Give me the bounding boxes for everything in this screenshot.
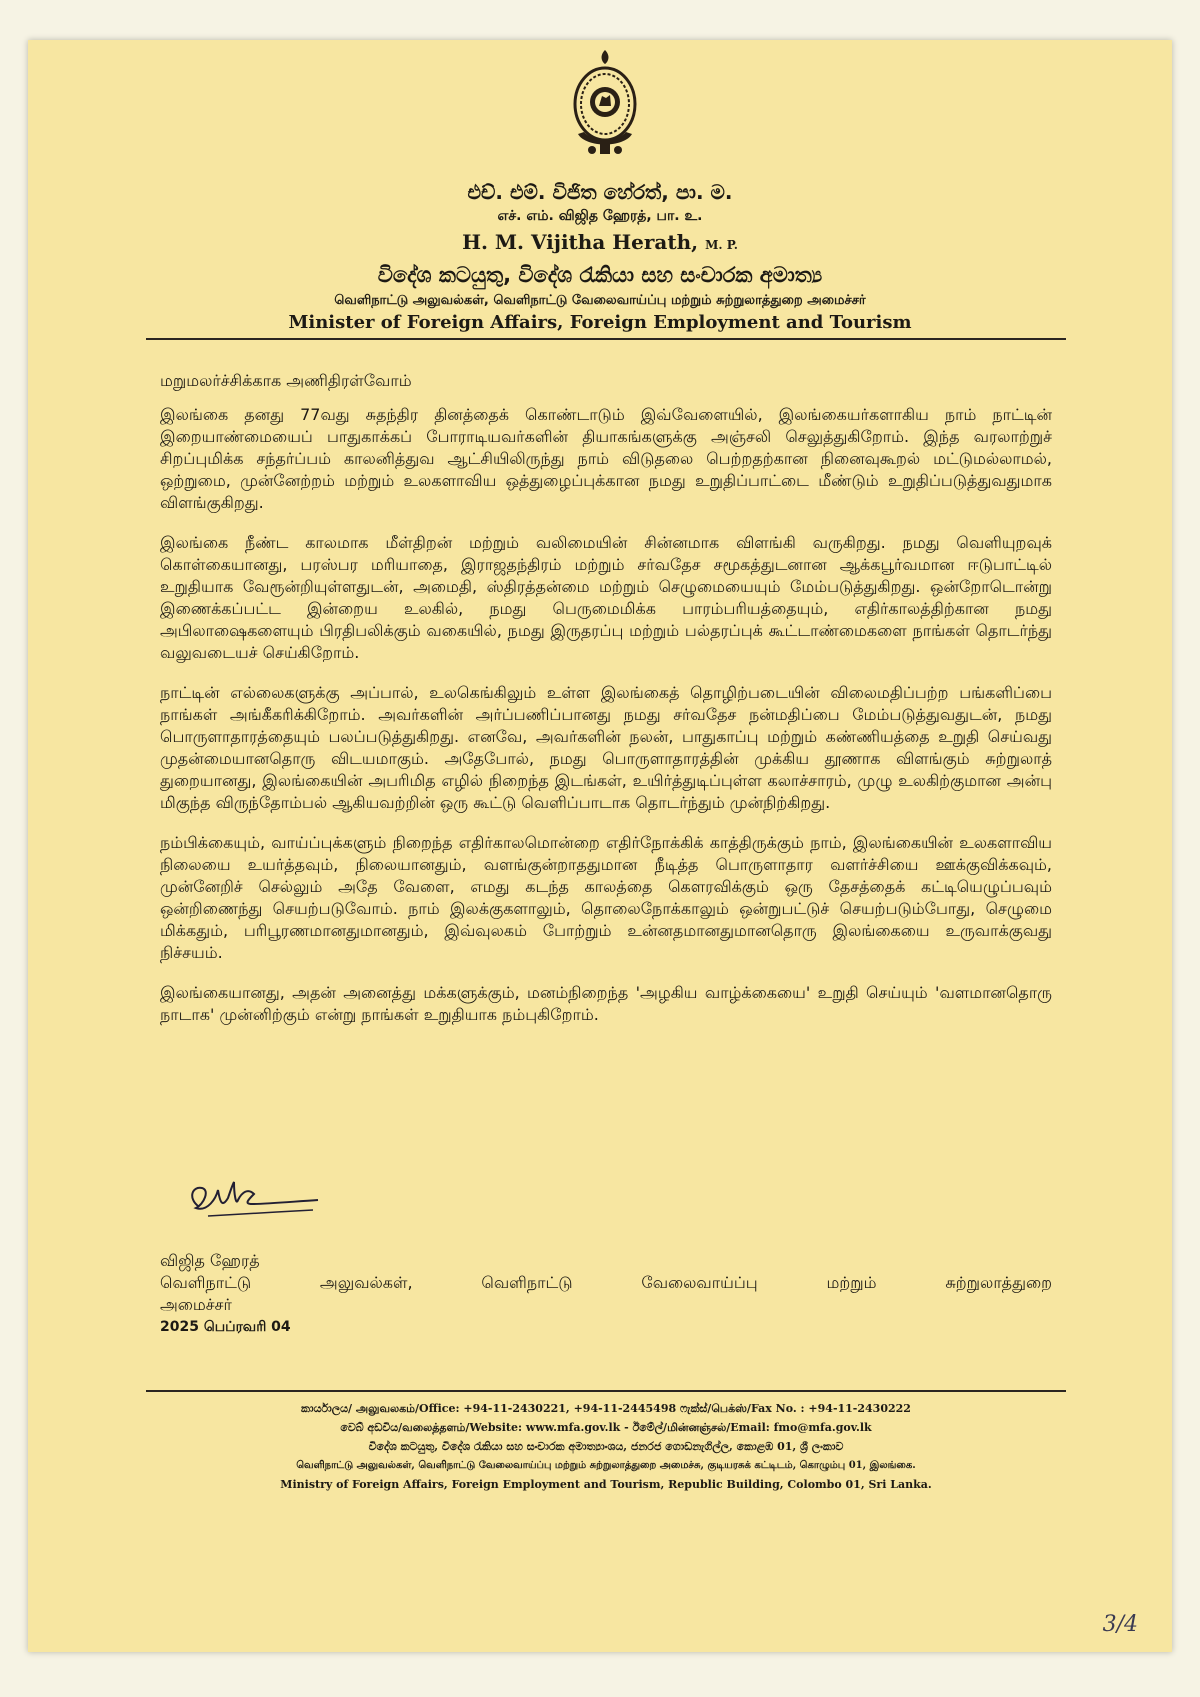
minister-name-sinhala: එච්. එම්. විජිත හේරත්, පා. ම. [467,180,733,204]
minister-name-tamil: எச். எம். விஜித ஹேரத், பா. உ. [497,208,703,224]
minister-title-sinhala: විදේශ කටයුතු, විදේශ රැකියා සහ සංචාරක අමාත්‍ය [377,263,823,287]
footer-contact-phone: කාර්යාලය/ அலுவலகம்/Office: +94-11-2430221, +94-11-2445498 ෆැක්ස්/பெக்ஸ்/Fax No. : +94-11-2430222 [301,1402,911,1415]
minister-title-tamil: வெளிநாட்டு அலுவல்கள், வெளிநாட்டு வேலைவாய்ப்பு மற்றும் சுற்றுலாத்துறை அமைச்சர் [334,293,866,308]
footer-divider [146,1390,1066,1392]
handwritten-signature [178,1168,328,1228]
footer-contact-web: වෙබ් අඩවිය/வலைத்தளம்/Website: www.mfa.gov.lk - ඊමේල්/மின்னஞ்சல்/Email: fmo@mfa.gov.lk [340,1421,872,1434]
letter-date: 2025 பெப்ரவரி 04 [160,1319,291,1335]
header-divider [146,338,1066,340]
paragraph-3: நாட்டின் எல்லைகளுக்கு அப்பால், உலகெங்கிலும் உள்ள இலங்கைத் தொழிற்படையின் விலைமதிப்பற்ற பங்களிப்பை நாங்கள் அங்கீகரிக்கிறோம். அவர்களின் அர்ப்பணிப்பானது நமது சர்வதேச நன்மதிப்பை மேம்படுத்துவதுடன், நமது பொருளாதாரத்தையும் பலப்படுத்துகிறது. எனவே, அவர்களின் நலன், பாதுகாப்பு மற்றும் கண்ணியத்தை உறுதி செய்வது முதன்மையானதொரு விடயமாகும். அதேபோல், நமது பொருளாதாரத்தின் முக்கிய தூணாக விளங்கும் சுற்றுலாத் துறையானது, இலங்கையின் அபரிமித எழில் நிறைந்த இடங்கள், உயிர்த்துடிப்புள்ள கலாச்சாரம், முழு உலகிற்குமான அன்பு மிகுந்த விருந்தோம்பல் ஆகியவற்றின் ஒரு கூட்டு வெளிப்பாடாக தொடர்ந்தும் முன்நிற்கிறது. [160,683,1052,812]
letter-page [28,40,1172,1652]
mp-suffix: M. P. [705,238,738,252]
footer-address-tamil: வெளிநாட்டு அலுவல்கள், வெளிநாட்டு வேலைவாய்ப்பு மற்றும் சுற்றுலாத்துறை அமைச்சு, குடியரசுக் கட்டிடம், கொழும்பு 01, இலங்கை. [296,1460,916,1471]
minister-name-english [28,230,1172,254]
sri-lanka-emblem [566,48,644,158]
signatory-name: விஜித ஹேரத் [160,1251,260,1270]
minister-name-english-text: H. M. Vijitha Herath, [462,230,699,254]
footer-address-sinhala: විදේශ කටයුතු, විදේශ රැකියා සහ සංචාරක අමාත්‍යාංශය, ජනරජ ගොඩනැගිල්ල, කොළඹ 01, ශ්‍රී ලංකාව [368,1440,844,1453]
letter-salutation: மறுமலர்ச்சிக்காக அணிதிரள்வோம் [160,371,412,390]
letter-body [160,370,1052,1044]
letterhead-footer [146,1399,1066,1494]
signatory-role-continued: அமைச்சர் [160,1295,232,1314]
signature-block [160,1250,1052,1338]
paragraph-2: இலங்கை நீண்ட காலமாக மீள்திறன் மற்றும் வலிமையின் சின்னமாக விளங்கி வருகிறது. நமது வெளியுறவுக் கொள்கையானது, பரஸ்பர மரியாதை, இராஜதந்திரம் மற்றும் சர்வதேச சமூகத்துடனான ஆக்கபூர்வமான ஈடுபாட்டில் உறுதியாக வேரூன்றியுள்ளதுடன், அமைதி, ஸ்திரத்தன்மை மற்றும் செழுமையையும் மேம்படுத்துகிறது. ஒன்றோடொன்று இணைக்கப்பட்ட இன்றைய உலகில், நமது பெருமைமிக்க பாரம்பரியத்தையும், எதிர்காலத்திற்கான நமது அபிலாஷைகளையும் பிரதிபலிக்கும் வகையில், நமது இருதரப்பு மற்றும் பல்தரப்புக் கூட்டாண்மைகளை நாங்கள் தொடர்ந்து வலுவடையச் செய்கிறோம். [160,533,1052,662]
signatory-role: வெளிநாட்டு அலுவல்கள், வெளிநாட்டு வேலைவாய்ப்பு மற்றும் சுற்றுலாத்துறை [160,1273,1052,1292]
paragraph-5: இலங்கையானது, அதன் அனைத்து மக்களுக்கும், மனம்நிறைந்த 'அழகிய வாழ்க்கையை' உறுதி செய்யும் 'வளமானதொரு நாடாக' முன்னிற்கும் என்று நாங்கள் உறுதியாக நம்புகிறோம். [160,983,1053,1024]
page-number: 3/4 [1102,1612,1138,1637]
footer-address-english: Ministry of Foreign Affairs, Foreign Employment and Tourism, Republic Building, Colombo 01, Sri Lanka. [280,1478,932,1491]
paragraph-1: இலங்கை தனது 77வது சுதந்திர தினத்தைக் கொண்டாடும் இவ்வேளையில், இலங்கையர்களாகிய நாம் நாட்டின் இறையாண்மையைப் பாதுகாக்கப் போராடியவர்களின் தியாகங்களுக்கு அஞ்சலி செலுத்துகிறோம். இந்த வரலாற்றுச் சிறப்புமிக்க சந்தர்ப்பம் காலனித்துவ ஆட்சியிலிருந்து நாம் விடுதலை பெற்றதற்கான நினைவுகூறல் மட்டுமல்லாமல், ஒற்றுமை, முன்னேற்றம் மற்றும் உலகளாவிய ஒத்துழைப்புக்கான நமது உறுதிப்பாட்டை மீண்டும் உறுதிப்படுத்துவதுமாக விளங்குகிறது. [160,405,1052,512]
paragraph-4: நம்பிக்கையும், வாய்ப்புக்களும் நிறைந்த எதிர்காலமொன்றை எதிர்நோக்கிக் காத்திருக்கும் நாம், இலங்கையின் உலகளாவிய நிலையை உயர்த்தவும், நிலையானதும், வளங்குன்றாததுமான நீடித்த பொருளாதார வளர்ச்சியை ஊக்குவிக்கவும், முன்னேறிச் செல்லும் அதே வேளை, எமது கடந்த காலத்தை கௌரவிக்கும் ஒரு தேசத்தைக் கட்டியெழுப்பவும் ஒன்றிணைந்து செயற்படுவோம். நாம் இலக்குகளாலும், தொலைநோக்காலும் ஒன்றுபட்டுச் செயற்படும்போது, செழுமை மிக்கதும், பரிபூரணமானதுமானதும், இவ்வுலகம் போற்றும் உன்னதமானதுமானதொரு இலங்கையை உருவாக்குவது நிச்சயம். [160,833,1052,962]
minister-title-english: Minister of Foreign Affairs, Foreign Employment and Tourism [288,312,912,333]
